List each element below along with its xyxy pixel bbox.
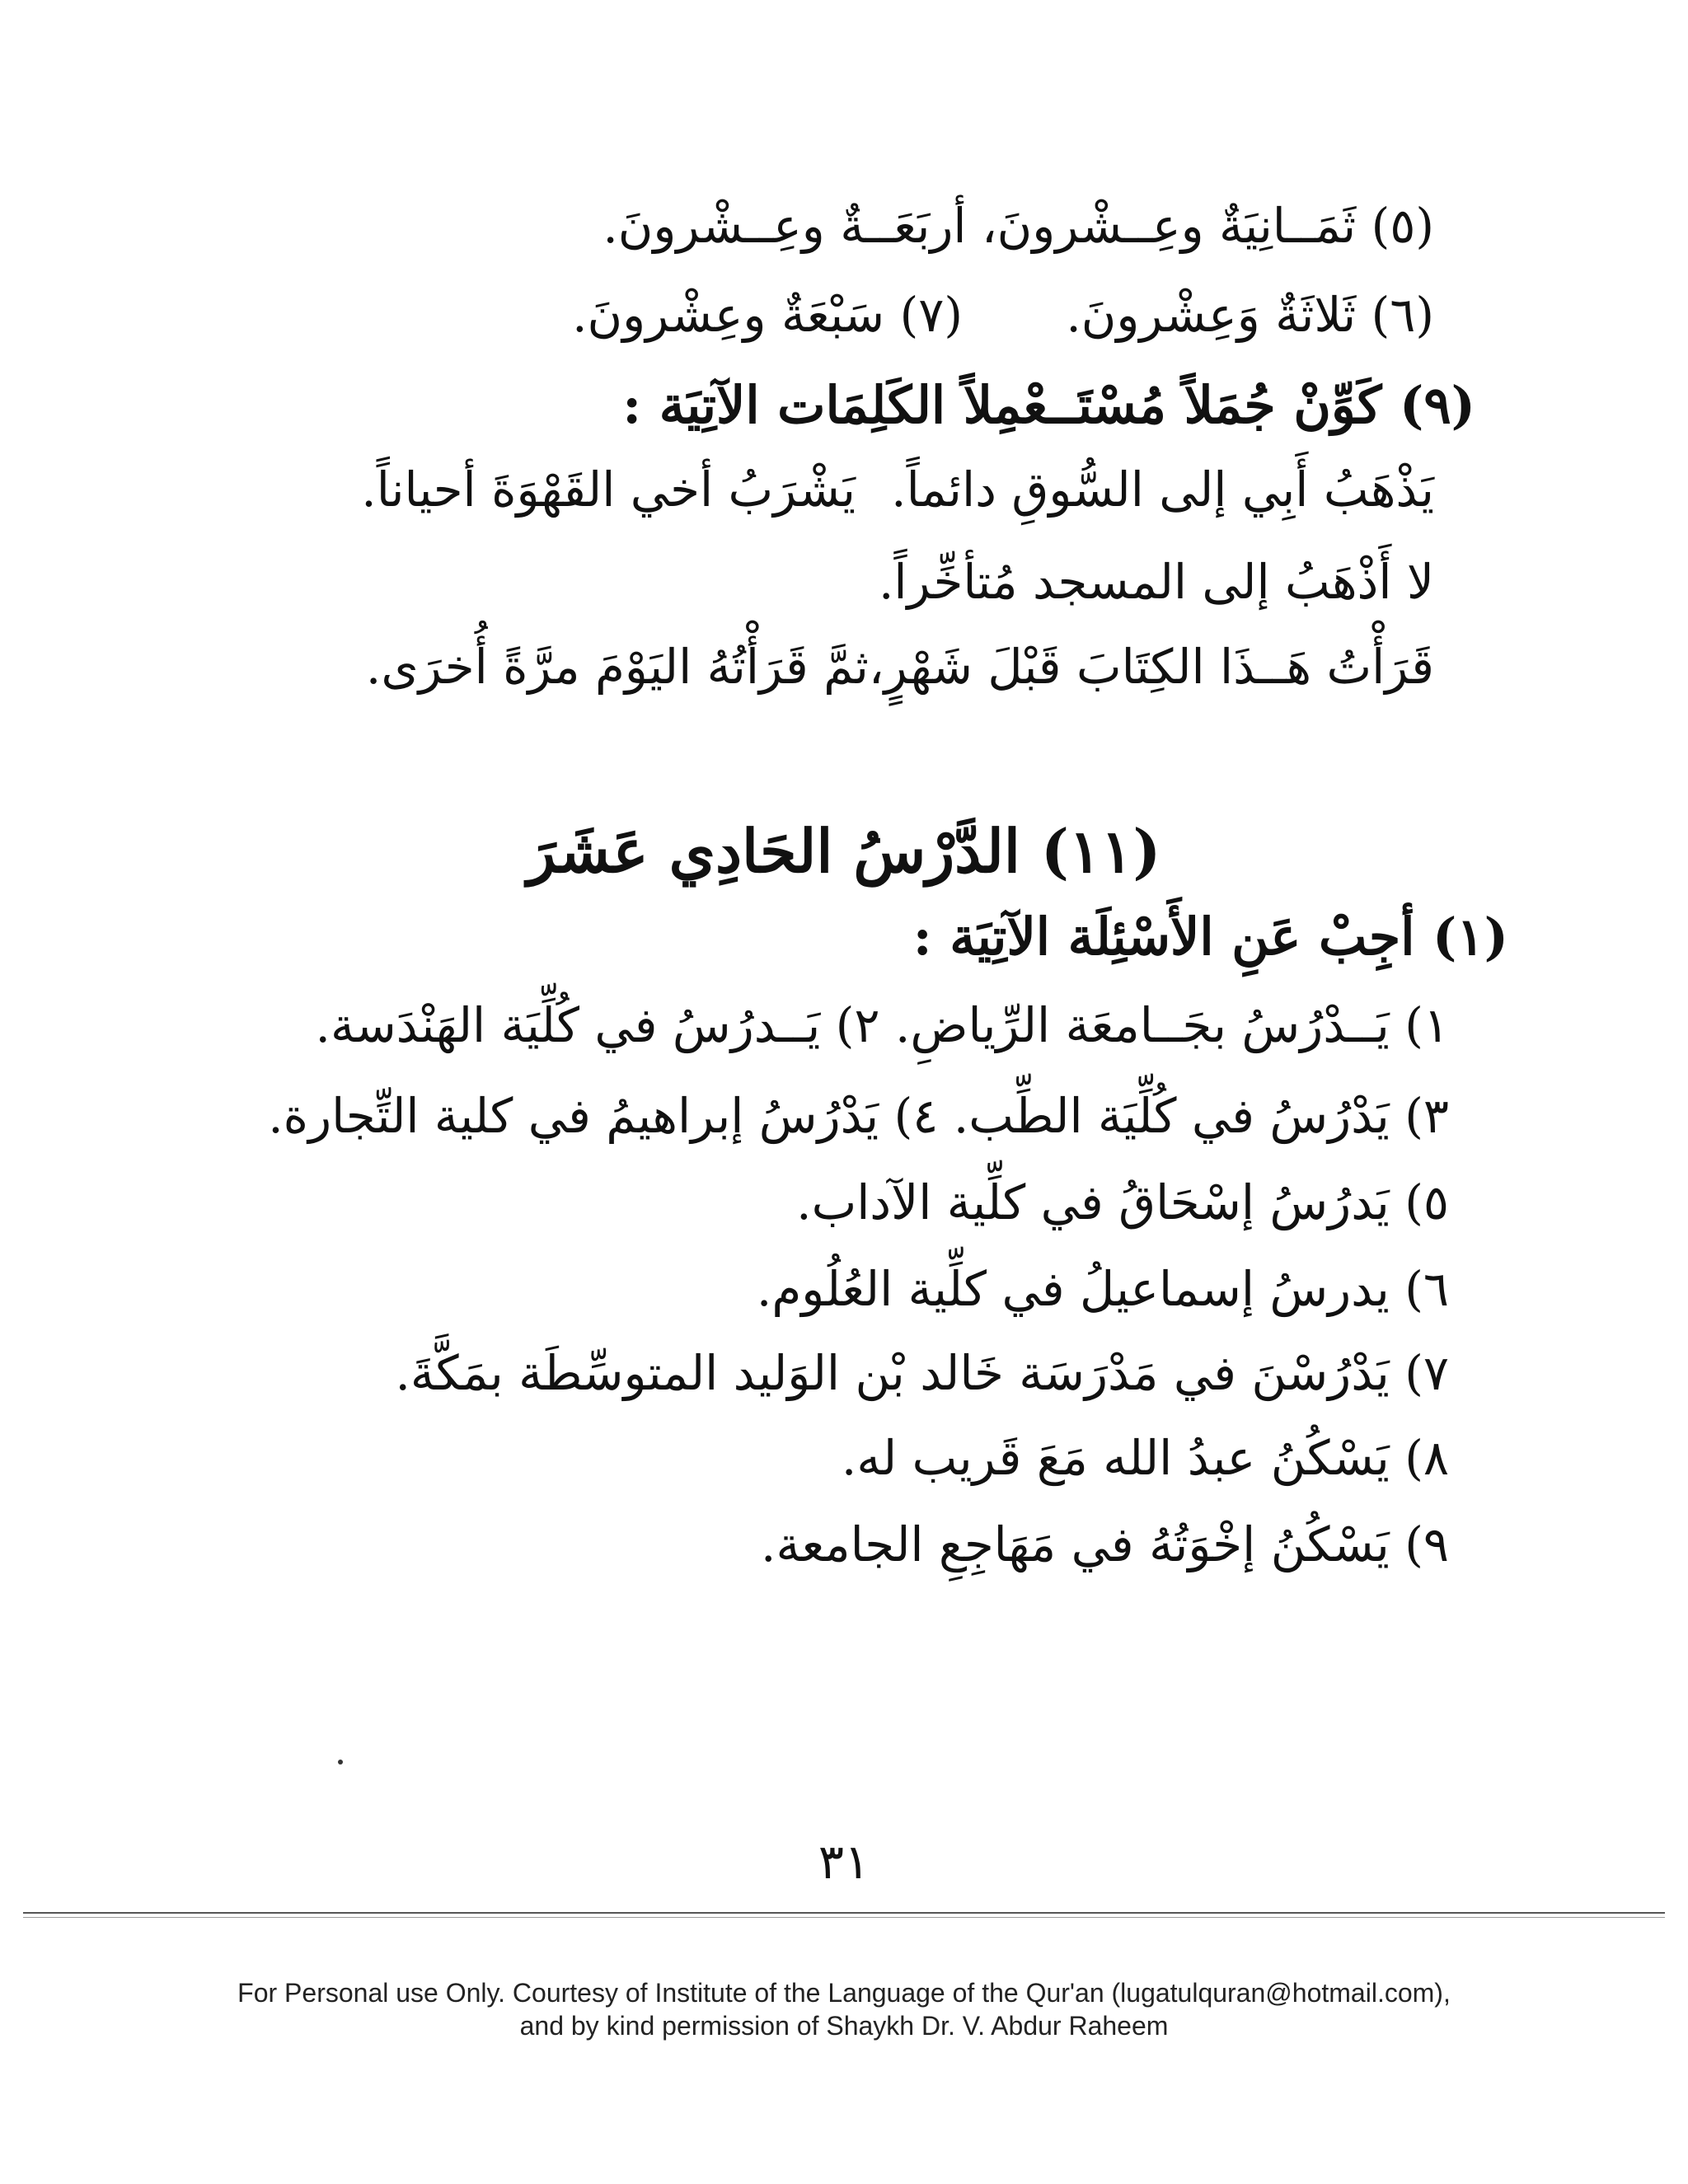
exercise-1-heading: (١) أجِبْ عَنِ الأَسْئِلَة الآتِيَة : [912,907,1508,967]
answer-item: ٥) يَدرُسُ إسْحَاقُ في كلِّية الآداب. [796,1174,1449,1230]
footer-divider-secondary [23,1917,1665,1918]
sentence-3: قَرَأْتُ هَــذَا الكِتَابَ قَبْلَ شَهْرٍ،ثمَّ قَرَأْتُهُ اليَوْمَ مرَّةً أُخرَى. [365,639,1434,695]
answer-item: ٣) يَدْرُسُ في كُلِّيَة الطِّب. ٤) يَدْرُسُ إبراهيمُ في كلية التِّجارة. [268,1088,1449,1144]
stray-dot [338,1760,343,1765]
answer-item: ٨) يَسْكُنُ عبدُ الله مَعَ قَريب له. [841,1430,1449,1486]
footer-divider [23,1912,1665,1914]
footer-line-2: and by kind permission of Shaykh Dr. V. Abdur Raheem [519,2011,1169,2041]
answer-line-5: (٥) ثَمَــانِيَةٌ وعِــشْرونَ، أربَعَــةٌ وعِــشْرونَ. [603,198,1434,254]
answer-item: ٩) يَسْكُنُ إخْوَتُهُ في مَهَاجِعِ الجامعة. [761,1516,1449,1572]
answer-line-6: (٦) ثَلاثَةٌ وَعِشْرونَ. [1066,287,1434,343]
page-number: ٣١ [818,1834,870,1890]
lesson-title: (١١) الدَّرْسُ الحَادِي عَشَرَ [527,816,1161,886]
sentence-1a: يَذْهَبُ أَبِي إلى السُّوقِ دائماً. [891,462,1434,518]
answer-line-7: (٧) سَبْعَةٌ وعِشْرونَ. [572,287,963,343]
footer-line-1: For Personal use Only. Courtesy of Institute of the Language of the Qur'an (lugatulquran@hotmail.com), [237,1978,1451,2008]
exercise-9-heading: (٩) كَوِّنْ جُمَلاً مُسْتَــعْمِلاً الكَلِمَات الآتِيَة : [622,375,1475,435]
answer-item: ٧) يَدْرُسْنَ في مَدْرَسَة خَالد بْن الوَليد المتوسِّطَة بمَكَّةَ. [395,1345,1449,1401]
sentence-1b: يَشْرَبُ أخي القَهْوَةَ أحياناً. [361,462,856,518]
answer-item: ٦) يدرسُ إسماعيلُ في كلِّية العُلُوم. [756,1261,1449,1317]
answer-item: ١) يَــدْرُسُ بجَــامعَة الرِّياضِ. ٢) يَــدرُسُ في كُلِّيَة الهَنْدَسة. [315,997,1449,1053]
sentence-2: لا أَذْهَبُ إلى المسجد مُتأخِّراً. [878,554,1434,610]
